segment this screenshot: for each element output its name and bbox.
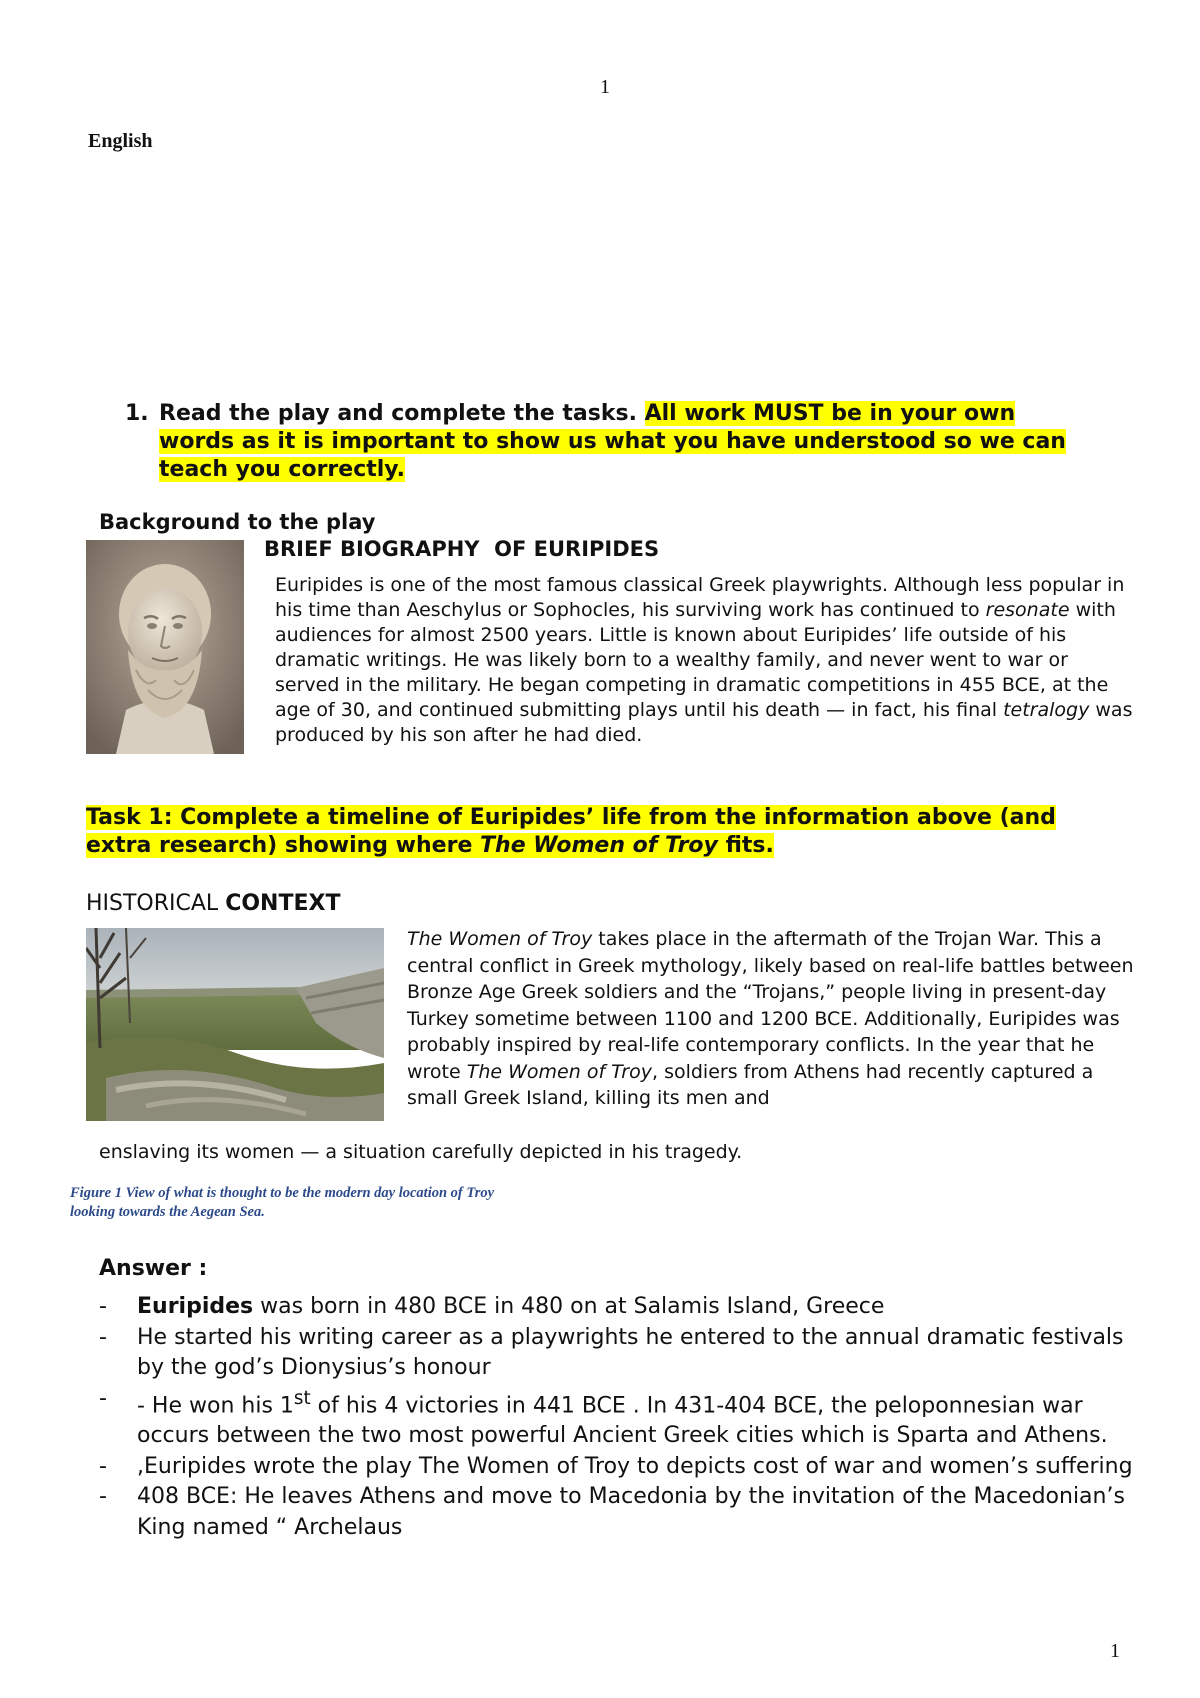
list-item <box>99 1323 1139 1384</box>
background-heading: Background to the play <box>99 510 376 534</box>
biography-text <box>275 573 1135 748</box>
task-1-part-1: Task 1: Complete a timeline of Euripides’ life from the information above (and extra research) showing where <box>86 805 1056 858</box>
answer-1-text: was born in 480 BCE in 480 on at Salamis Island, Greece <box>260 1294 885 1319</box>
bio-heading-c: EURIPIDES <box>533 537 660 561</box>
page-number-bottom: 1 <box>1110 1640 1120 1662</box>
subject-label: English <box>88 130 153 152</box>
answer-heading: Answer : <box>99 1256 208 1281</box>
answer-list <box>99 1292 1139 1543</box>
answer-4-text: ,Euripides wrote the play The Women of Troy to depicts cost of war and women’s suffering <box>137 1453 1133 1479</box>
hist-text-1: takes place in the aftermath of the Trojan War. This a central conflict in Greek mythology, likely based on real-life battles between Bronze Age Greek soldiers and the “Trojans,” people living in present-day Turkey sometime between 1100 and 1200 BCE. Additionally, Euripides was probably inspired by real-life contemporary conflicts. In the year that he wrote <box>407 928 1134 1083</box>
task-1-title: The Women of Troy <box>480 833 718 858</box>
bio-tetralogy: tetralogy <box>1003 699 1090 721</box>
task-instruction <box>125 400 1085 484</box>
answer-3-sup: st <box>293 1387 311 1409</box>
hist-text-2: , soldiers from Athens had recently captured a small Greek Island, killing its men and <box>407 1060 1094 1109</box>
bullet-dash: - <box>99 1294 107 1319</box>
instruction-plain: Read the play and complete the tasks. <box>159 401 637 426</box>
historical-context-last-line: enslaving its women — a situation carefully depicted in his tragedy. <box>99 1141 743 1163</box>
task-1-part-2: fits. <box>725 833 774 858</box>
answer-1-bold: Euripides <box>137 1294 254 1319</box>
answer-3-text-b: of his 4 victories in 441 BCE . In 431-404 BCE, the peloponnesian war occurs between the two most powerful Ancient Greek cities which is Sparta and Athens. <box>137 1392 1108 1449</box>
bullet-dash: - <box>99 1324 107 1350</box>
task-1 <box>86 804 1126 860</box>
historical-context-text <box>407 926 1147 1112</box>
list-item <box>99 1292 1139 1323</box>
bio-resonate: resonate <box>985 599 1070 621</box>
troy-landscape-image <box>86 928 384 1121</box>
instruction-number: 1. <box>125 401 149 426</box>
instruction-text <box>159 400 1085 484</box>
historical-context-heading <box>86 891 340 916</box>
page-number-top: 1 <box>600 76 610 98</box>
bio-part-2: with audiences for almost 2500 years. Little is known about Euripides’ life outside of his dramatic writings. He was likely born to a wealthy family, and never went to war or served in the military. He began competing in dramatic competitions in 455 BCE, at the age of 30, and continued submitting plays until his death — in fact, his final <box>275 599 1116 721</box>
bio-heading-b: OF <box>494 537 527 561</box>
instruction-highlight: All work MUST be in your own words as it is important to show us what you have understood so we can teach you correctly. <box>159 401 1066 482</box>
bio-heading-a: BRIEF BIOGRAPHY <box>264 537 480 561</box>
answer-2-text: He started his writing career as a playwrights he entered to the annual dramatic festivals by the god’s Dionysius’s honour <box>137 1324 1124 1380</box>
list-item <box>99 1384 1139 1452</box>
bullet-dash: - <box>99 1484 107 1510</box>
hist-heading-b: CONTEXT <box>225 891 341 916</box>
list-item <box>99 1452 1139 1483</box>
answer-5-text: 408 BCE: He leaves Athens and move to Macedonia by the invitation of the Macedonian’s King named “ Archelaus <box>137 1484 1125 1540</box>
hist-heading-a: HISTORICAL <box>86 891 219 916</box>
bullet-dash: - <box>99 1453 107 1479</box>
task-1-highlight <box>86 805 1056 858</box>
bio-part-3: was produced by his son after he had died. <box>275 699 1133 746</box>
hist-title-2: The Women of Troy <box>466 1060 652 1083</box>
bullet-dash: - <box>99 1385 107 1411</box>
euripides-bust-image <box>86 540 244 754</box>
biography-heading <box>264 537 659 561</box>
bio-part-1: Euripides is one of the most famous classical Greek playwrights. Although less popular in his time than Aeschylus or Sophocles, his surviving work has continued to <box>275 574 1125 621</box>
list-item <box>99 1482 1139 1543</box>
answer-3-text-a: - He won his 1 <box>137 1392 294 1418</box>
hist-title-1: The Women of Troy <box>407 928 593 950</box>
figure-caption: Figure 1 View of what is thought to be the modern day location of Troy looking towards the Aegean Sea. <box>70 1185 495 1220</box>
